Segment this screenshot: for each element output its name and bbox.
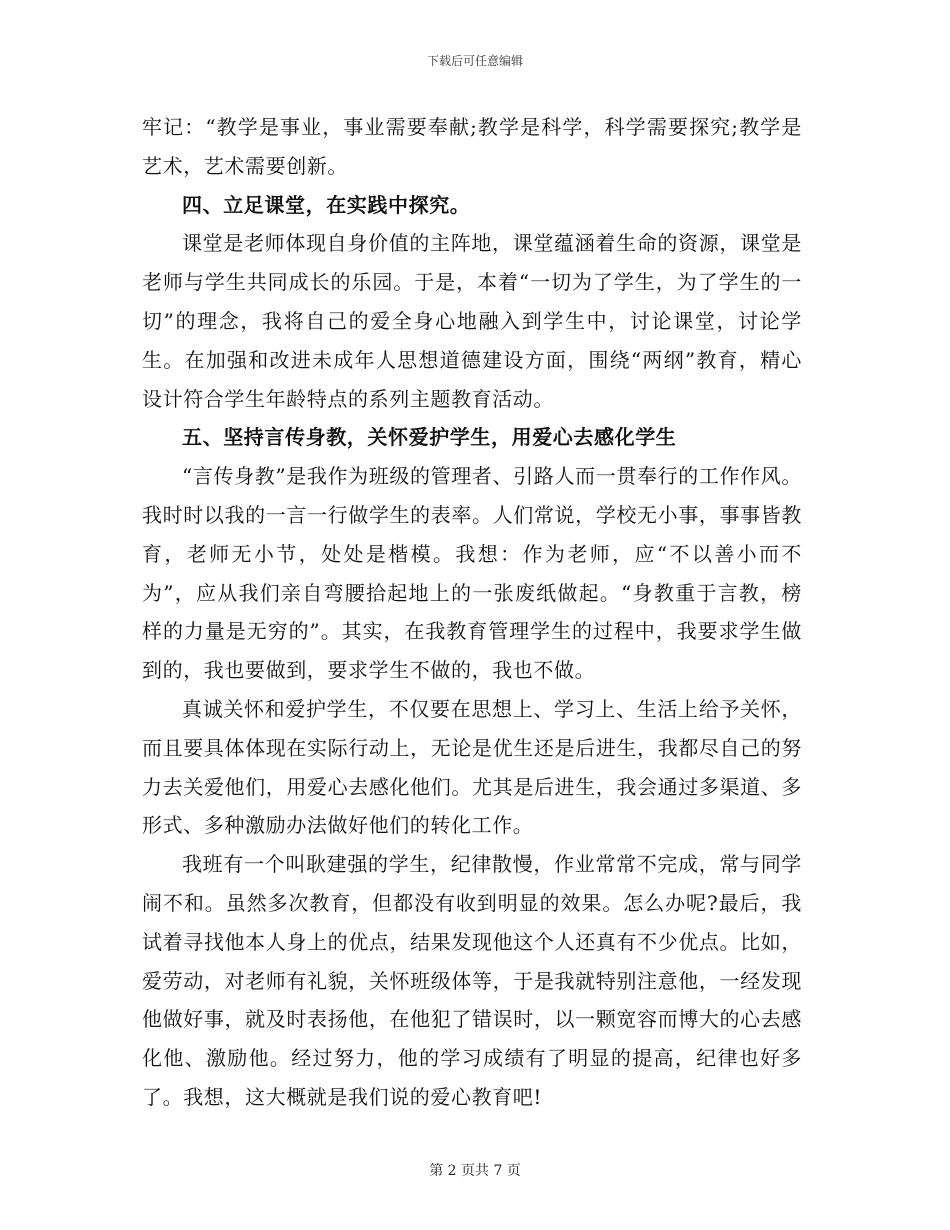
paragraph-lead-by-example: “言传身教”是我作为班级的管理者、引路人而一贯奉行的工作作风。我时时以我的一言一行做学生的表率。人们常说，学校无小事，事事皆教育，老师无小节，处处是楷模。我想：作为老师，应“不以善小而不为”，应从我们亲自弯腰拾起地上的一张废纸做起。“身教重于言教，榜样的力量是无穷的”。其实，在我教育管理学生的过程中，我要求学生做到的，我也要做到，要求学生不做的，我也不做。 xyxy=(142,464,802,683)
page-header-note: 下载后可任意编辑 xyxy=(426,54,523,68)
section-heading-5: 五、坚持言传身教，关怀爱护学生，用爱心去感化学生 xyxy=(182,425,677,450)
section-heading-4: 四、立足课堂，在实践中探究。 xyxy=(182,192,471,217)
paragraph-teaching-motto: 牢记：“教学是事业，事业需要奉献;教学是科学，科学需要探究;教学是艺术，艺术需要创新。 xyxy=(142,115,802,178)
page-number: 第 2 页共 7 页 xyxy=(429,1163,521,1179)
paragraph-student-story: 我班有一个叫耿建强的学生，纪律散慢，作业常常不完成，常与同学闹不和。虽然多次教育，但都没有收到明显的效果。怎么办呢?最后，我试着寻找他本人身上的优点，结果发现他这个人还真有不少优点。比如，爱劳动，对老师有礼貌，关怀班级体等，于是我就特别注意他，一经发现他做好事，就及时表扬他，在他犯了错误时，以一颗宽容而博大的心去感化他、激励他。经过努力，他的学习成绩有了明显的提高，纪律也好多了。我想，这大概就是我们说的爱心教育吧! xyxy=(142,852,802,1109)
document-body xyxy=(142,108,802,1117)
paragraph-classroom: 课堂是老师体现自身价值的主阵地，课堂蕴涵着生命的资源，课堂是老师与学生共同成长的乐园。于是，本着“一切为了学生，为了学生的一切”的理念，我将自己的爱全身心地融入到学生中，讨论课堂，讨论学生。在加强和改进未成年人思想道德建设方面，围绕“两纲”教育，精心设计符合学生年龄特点的系列主题教育活动。 xyxy=(142,231,802,411)
paragraph-care-for-students: 真诚关怀和爱护学生，不仅要在思想上、学习上、生活上给予关怀，而且要具体体现在实际行动上，无论是优生还是后进生，我都尽自己的努力去关爱他们，用爱心去感化他们。尤其是后进生，我会通过多渠道、多形式、多种激励办法做好他们的转化工作。 xyxy=(142,696,802,838)
